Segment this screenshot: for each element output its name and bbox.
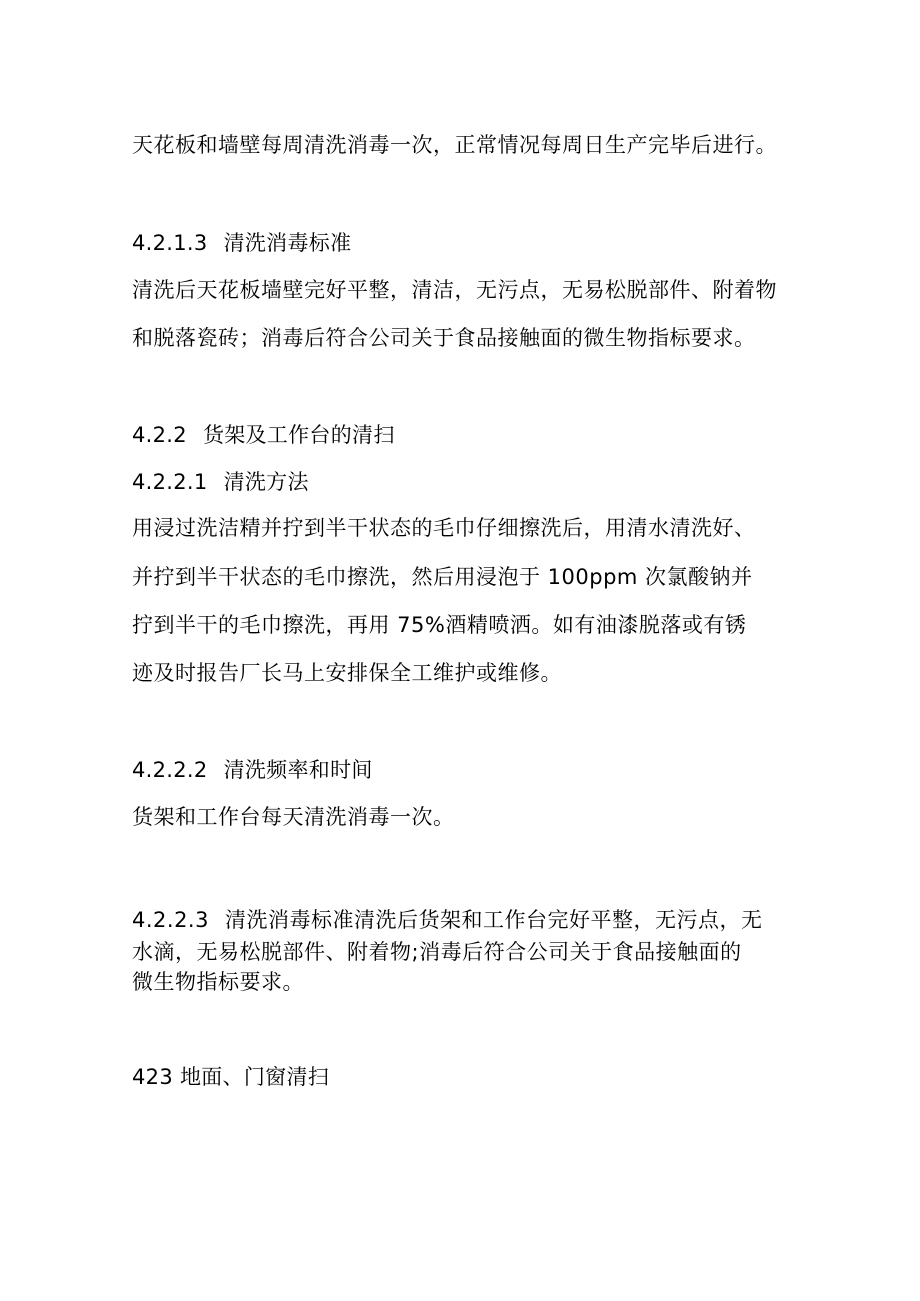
section-heading-4-2-1-3 (132, 229, 351, 257)
section-number: 4.2.2 (132, 423, 187, 447)
section-number: 4.2.2.2 (132, 758, 208, 782)
section-heading-4-2-2-1 (132, 468, 309, 496)
paragraph-cleaning-method-line-2 (132, 563, 753, 591)
section-heading-4-2-2 (132, 421, 395, 449)
paragraph-text: 微生物指标要求。 (132, 970, 304, 994)
section-number: 4.2.1.3 (132, 231, 208, 255)
paragraph-text: 清洗后天花板墙壁完好平整，清洁，无污点，无易松脱部件、附着物 (132, 278, 777, 302)
paragraph-ceiling-standard-line-2 (132, 324, 756, 352)
paragraph-text: 用浸过洗洁精并拧到半干状态的毛巾仔细擦洗后，用清水清洗好、 (132, 516, 756, 540)
section-4-2-2-3-line-3 (132, 968, 304, 996)
section-number: 4.2.2.3 (132, 908, 209, 932)
paragraph-text: 和脱落瓷砖；消毒后符合公司关于食品接触面的微生物指标要求。 (132, 326, 756, 350)
section-number: 4.2.2.1 (132, 470, 208, 494)
section-heading-423 (132, 1063, 329, 1091)
section-4-2-2-3-line-1 (132, 906, 762, 934)
section-title: 423 地面、门窗清扫 (132, 1065, 330, 1089)
paragraph-ceiling-frequency (132, 131, 777, 159)
paragraph-ceiling-standard-line-1 (132, 276, 777, 304)
paragraph-cleaning-method-line-4 (132, 659, 562, 687)
paragraph-text: 水滴，无易松脱部件、附着物;消毒后符合公司关于食品接触面的 (132, 940, 742, 964)
paragraph-text: 天花板和墙壁每周清洗消毒一次，正常情况每周日生产完毕后进行。 (132, 133, 777, 157)
paragraph-text: 拧到半干的毛巾擦洗，再用 75%酒精喷洒。如有油漆脱落或有锈 (132, 613, 747, 637)
section-title: 清洗频率和时间 (223, 758, 373, 782)
paragraph-text: 迹及时报告厂长马上安排保全工维护或维修。 (132, 661, 562, 685)
paragraph-shelf-frequency (132, 803, 455, 831)
paragraph-cleaning-method-line-1 (132, 514, 756, 542)
section-title: 清洗方法 (223, 470, 309, 494)
paragraph-text: 货架和工作台每天清洗消毒一次。 (132, 805, 455, 829)
paragraph-text: 清洗消毒标准清洗后货架和工作台完好平整，无污点，无 (224, 908, 763, 932)
paragraph-text: 并拧到半干状态的毛巾擦洗，然后用浸泡于 100ppm 次氯酸钠并 (132, 565, 753, 589)
section-4-2-2-3-line-2 (132, 938, 742, 966)
section-title: 清洗消毒标准 (223, 231, 352, 255)
paragraph-cleaning-method-line-3 (132, 611, 746, 639)
section-heading-4-2-2-2 (132, 756, 373, 784)
section-title: 货架及工作台的清扫 (202, 423, 395, 447)
